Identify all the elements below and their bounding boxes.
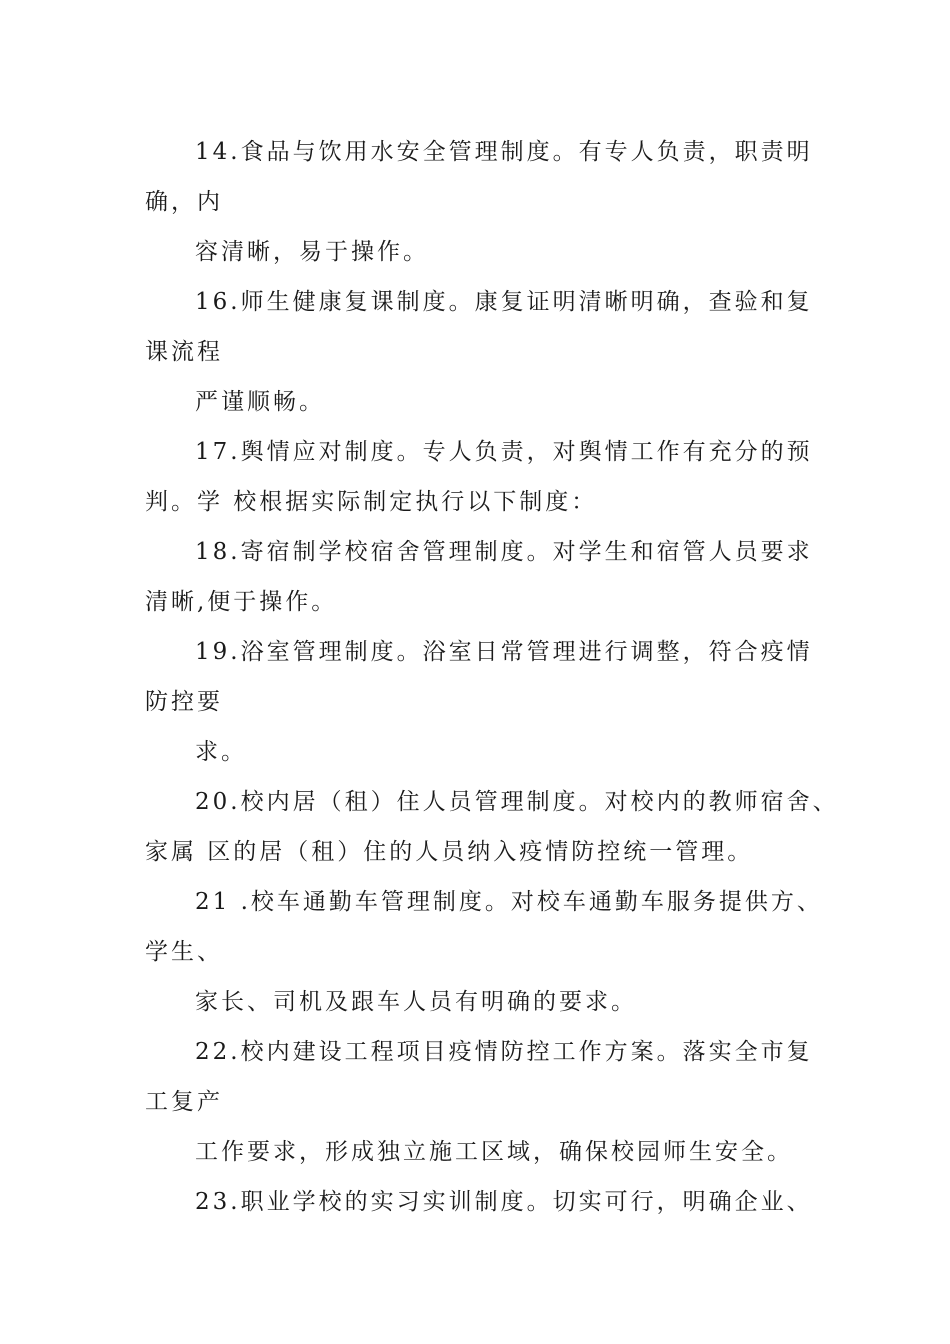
paragraph-line: 学生、 bbox=[145, 939, 223, 965]
paragraph-line: 工作要求，形成独立施工区域，确保校园师生安全。 bbox=[195, 1139, 793, 1165]
paragraph-line: 20.校内居（租）住人员管理制度。对校内的教师宿舍、 bbox=[195, 789, 839, 815]
paragraph-line: 17.舆情应对制度。专人负责，对舆情工作有充分的预 bbox=[195, 439, 813, 465]
paragraph-line: 家属 区的居（租）住的人员纳入疫情防控统一管理。 bbox=[145, 839, 754, 865]
paragraph-line: 14.食品与饮用水安全管理制度。有专人负责，职责明 bbox=[195, 139, 813, 165]
paragraph-line: 23.职业学校的实习实训制度。切实可行，明确企业、 bbox=[195, 1189, 813, 1215]
paragraph-line: 严谨顺畅。 bbox=[195, 389, 325, 415]
paragraph-line: 确，内 bbox=[145, 189, 223, 215]
paragraph-line: 21 .校车通勤车管理制度。对校车通勤车服务提供方、 bbox=[195, 889, 823, 915]
paragraph-line: 工复产 bbox=[145, 1089, 223, 1115]
paragraph-line: 判。学 校根据实际制定执行以下制度： bbox=[145, 489, 598, 515]
paragraph-line: 清晰,便于操作。 bbox=[145, 589, 338, 615]
paragraph-line: 22.校内建设工程项目疫情防控工作方案。落实全市复 bbox=[195, 1039, 813, 1065]
paragraph-line: 18.寄宿制学校宿舍管理制度。对学生和宿管人员要求 bbox=[195, 539, 813, 565]
paragraph-line: 16.师生健康复课制度。康复证明清晰明确，查验和复 bbox=[195, 289, 813, 315]
paragraph-line: 19.浴室管理制度。浴室日常管理进行调整，符合疫情 bbox=[195, 639, 813, 665]
paragraph-line: 防控要 bbox=[145, 689, 223, 715]
paragraph-line: 求。 bbox=[195, 739, 247, 765]
paragraph-line: 家长、司机及跟车人员有明确的要求。 bbox=[195, 989, 637, 1015]
paragraph-line: 课流程 bbox=[145, 339, 223, 365]
paragraph-line: 容清晰，易于操作。 bbox=[195, 239, 429, 265]
